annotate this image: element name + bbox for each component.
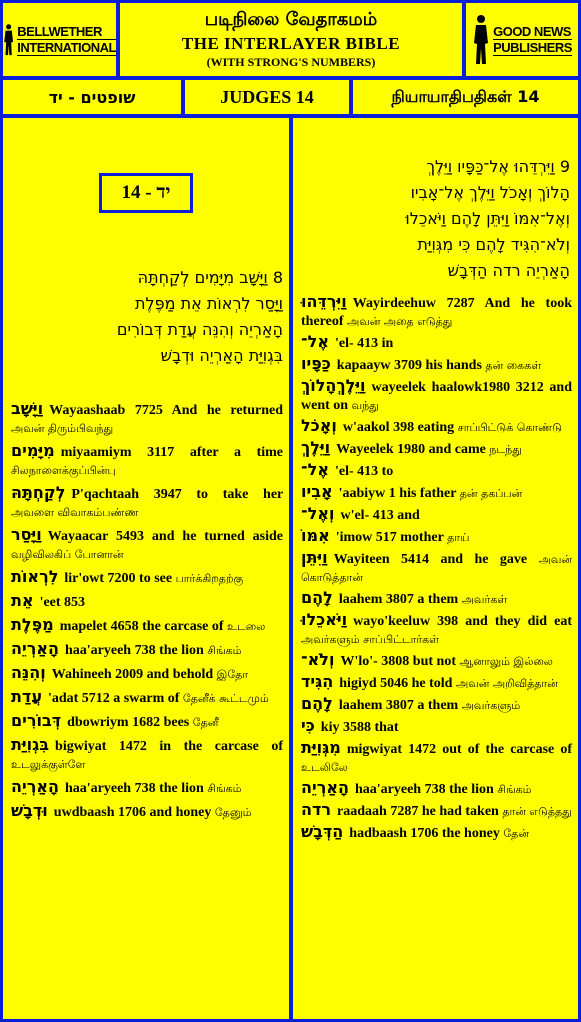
transliteration: Wayeelek 1980 and came	[336, 442, 486, 457]
word-entry	[301, 611, 572, 649]
tamil-gloss: சிங்கம்	[497, 783, 532, 796]
book-english	[185, 80, 349, 114]
transliteration: higiyd 5046 he told	[339, 676, 453, 691]
transliteration: mapelet 4658 the carcase of	[59, 619, 224, 634]
transliteration: lir'owt 7200 to see	[64, 571, 173, 586]
word-entry	[301, 823, 572, 843]
word-entry	[301, 673, 572, 693]
transliteration: w'el- 413 and	[340, 508, 420, 523]
right-column	[293, 118, 578, 1019]
transliteration: 'el- 413 in	[334, 336, 394, 351]
verse-line: 9 וַיִּרְדֵּהוּ אֶל־כַּפָּיו וַיֵּלֶךְ	[426, 157, 570, 176]
verse-line: וַיָּסַר לִרְאוֹת אֵת מַפֶּלֶת	[135, 294, 283, 313]
person-figure-icon	[3, 14, 14, 66]
word-entry	[301, 801, 572, 821]
word-entry	[11, 592, 283, 612]
chapter-badge: 14 - יד	[99, 173, 193, 213]
tamil-gloss: நடந்து	[489, 443, 522, 456]
tamil-gloss: அவன் திரும்பிவந்து	[11, 422, 114, 435]
word-entry	[11, 400, 283, 438]
transliteration: kiy 3588 that	[320, 720, 399, 735]
transliteration: wayo'keeluw 398 and they did eat	[353, 614, 572, 629]
transliteration: 'imow 517 mother	[335, 530, 444, 545]
word-entry	[301, 717, 572, 737]
verse-line: הָאַרְיֵה וְהִנֵּה עֲדַת דְּבוֹרִים	[116, 320, 283, 339]
logo-line-2: INTERNATIONAL	[17, 39, 116, 55]
word-entry	[11, 802, 283, 822]
hebrew-word: וַיָּסַר	[11, 525, 42, 544]
book-english-label: JUDGES 14	[220, 86, 314, 107]
word-entry	[301, 695, 572, 715]
word-entry	[301, 779, 572, 799]
transliteration: miyaamiym 3117 after a time	[60, 445, 283, 460]
verse-line: 8 וַיָּשָׁב מִיָּמִים לְקַחְתָּהּ	[137, 268, 283, 287]
tamil-gloss: ஆனாலும் இல்லை	[459, 655, 553, 668]
word-entry	[11, 568, 283, 588]
transliteration: Wayaashaab 7725 And he returned	[49, 403, 283, 418]
tamil-gloss: அவன் கொடுத்தான்	[301, 553, 573, 584]
transliteration: haa'aryeeh 738 the lion	[354, 782, 494, 797]
verse-line: הָאַרְיֵה רדה הַדְּבָשׁ	[447, 261, 570, 280]
left-word-list	[11, 400, 283, 826]
subtitle: (WITH STRONG'S NUMBERS)	[206, 55, 376, 69]
word-entry	[11, 688, 283, 708]
tamil-gloss: அவளை விவாகம்பண்ண	[11, 506, 139, 519]
hebrew-word: לָהֶם	[301, 694, 333, 713]
transliteration: dbowriym 1682 bees	[67, 715, 190, 730]
tamil-gloss: இதோ	[216, 668, 249, 681]
transliteration: 'el- 413 to	[334, 464, 394, 479]
book-hebrew-label: שופטים - יד	[48, 87, 136, 107]
hebrew-word: הַדְּבָשׁ	[301, 822, 344, 841]
tamil-gloss: தன் கைகள்	[485, 359, 542, 372]
tamil-gloss: உடலை	[227, 620, 266, 633]
hebrew-word: אֵת	[11, 591, 34, 610]
hebrew-word: מַפֶּלֶת	[11, 615, 54, 634]
transliteration: haa'aryeeh 738 the lion	[64, 781, 204, 796]
verse-9	[301, 154, 570, 284]
verse-line: הָלוֹךְ וְאָכֹל וַיֵּלֶךְ אֶל־אָבִיו	[410, 183, 570, 202]
word-entry	[301, 527, 572, 547]
tamil-gloss: அவர்களும் சாப்பிட்டார்கள்	[301, 633, 440, 646]
hebrew-word: וּדְבָשׁ	[11, 801, 48, 820]
transliteration: migwiyat 1472 out of the carcase of	[346, 742, 572, 757]
word-entry	[11, 640, 283, 660]
transliteration: Wahineeh 2009 and behold	[51, 667, 214, 682]
transliteration: laahem 3807 a them	[338, 698, 459, 713]
word-entry	[301, 739, 572, 777]
hebrew-word: דְּבוֹרִים	[11, 711, 62, 730]
logo-line-1: BELLWETHER	[17, 24, 116, 40]
tamil-gloss: தேனும்	[214, 806, 252, 819]
left-column	[3, 118, 289, 1019]
book-hebrew	[3, 80, 181, 114]
tamil-gloss: தேன்	[503, 827, 529, 840]
hebrew-word: הָאַרְיֵה	[301, 778, 349, 797]
word-entry	[301, 439, 572, 459]
verse-line: בִּגְוִיַּת הָאַרְיֵה וּדְבָשׁ	[160, 346, 283, 365]
word-entry	[301, 377, 572, 415]
transliteration: Wayirdeehuw 7287 And he took thereof	[301, 296, 572, 329]
verse-8	[11, 265, 283, 369]
title-english: THE INTERLAYER BIBLE	[181, 34, 401, 53]
word-entry	[11, 664, 283, 684]
tamil-gloss: அவர்கள்	[461, 593, 508, 606]
tamil-gloss: உடலிலே	[301, 761, 348, 774]
tamil-gloss: உடலுக்குள்ளே	[11, 758, 86, 771]
transliteration: kapaayw 3709 his hands	[336, 358, 482, 373]
transliteration: haa'aryeeh 738 the lion	[64, 643, 204, 658]
hebrew-word: בִּגְוִיַּת	[11, 735, 50, 754]
hebrew-word: הִגִּיד	[301, 672, 334, 691]
tamil-gloss: தன் தகப்பன்	[459, 487, 523, 500]
tamil-gloss: சிலநாளைக்குப்பின்பு	[11, 464, 116, 477]
word-entry	[301, 589, 572, 609]
transliteration: 'aabiyw 1 his father	[338, 486, 457, 501]
tamil-gloss: வழிவிலகிப் போனான்	[11, 548, 124, 561]
word-entry	[11, 712, 283, 732]
transliteration: bigwiyat 1472 in the carcase of	[55, 739, 283, 754]
good-news-logo	[466, 3, 578, 76]
tamil-gloss: வந்து	[351, 399, 379, 412]
tamil-gloss: தான் எடுத்தது	[502, 805, 572, 818]
hebrew-word: לְקַחְתָּהּ	[11, 483, 66, 502]
transliteration: w'aakol 398 eating	[342, 420, 455, 435]
word-entry	[301, 293, 572, 331]
word-entry	[11, 736, 283, 774]
transliteration: raadaah 7287 he had taken	[337, 804, 499, 819]
word-entry	[301, 549, 572, 587]
transliteration: P'qachtaah 3947 to take her	[71, 487, 283, 502]
hebrew-word: וַיֵּלֶךְ	[301, 438, 331, 457]
hebrew-word: כִּי	[301, 716, 315, 735]
bellwether-logo	[3, 3, 116, 76]
person-figure-icon	[472, 14, 490, 66]
hebrew-word: עֲדַת	[11, 687, 42, 706]
tamil-gloss: சாப்பிட்டுக் கொண்டு	[457, 421, 562, 434]
tamil-gloss: அவர்களும்	[461, 699, 521, 712]
hebrew-word: אָבִיו	[301, 482, 333, 501]
verse-line: וְאֶל־אִמּוֹ וַיִּתֵּן לָהֶם וַיֹּאכֵלוּ	[405, 209, 570, 228]
logo-line-1: GOOD NEWS	[493, 23, 571, 39]
hebrew-word: וְלֹא־	[301, 650, 335, 669]
word-entry	[301, 461, 572, 481]
verse-line: וְלֹא־הִגִּיד לָהֶם כִּי מִגְּוִיַּת	[417, 235, 570, 254]
transliteration: wayeelek haalowk1980 3212 and went on	[301, 380, 572, 413]
word-entry	[11, 442, 283, 480]
hebrew-word: וַיֵּלֶךְהָלוֹךְ	[301, 376, 366, 395]
word-entry	[301, 417, 572, 437]
word-entry	[301, 355, 572, 375]
hebrew-word: אֶל־	[301, 332, 329, 351]
word-entry	[301, 333, 572, 353]
tamil-gloss: அவன் அதை எடுத்து	[347, 315, 453, 328]
transliteration: 'adat 5712 a swarm of	[47, 691, 180, 706]
hebrew-word: אֶל־	[301, 460, 329, 479]
word-entry	[301, 483, 572, 503]
hebrew-word: אִמּוֹ	[301, 526, 330, 545]
transliteration: hadbaash 1706 the honey	[349, 826, 500, 841]
transliteration: Wayaacar 5493 and he turned aside	[47, 529, 283, 544]
hebrew-word: וְהִנֵּה	[11, 663, 46, 682]
word-entry	[11, 616, 283, 636]
hebrew-word: לִרְאוֹת	[11, 567, 59, 586]
hebrew-word: וַיִּרְדֵּהוּ	[301, 292, 347, 311]
hebrew-word: רדה	[301, 800, 332, 819]
hebrew-word: וְאֶל־	[301, 504, 335, 523]
word-entry	[301, 505, 572, 525]
hebrew-word: כַּפָּיו	[301, 354, 331, 373]
hebrew-word: וַיֹּאכֵלוּ	[301, 610, 348, 629]
word-entry	[11, 778, 283, 798]
word-entry	[11, 526, 283, 564]
word-entry	[11, 484, 283, 522]
transliteration: 'eet 853	[39, 595, 86, 610]
logo-line-2: PUBLISHERS	[493, 39, 572, 55]
hebrew-word: מִיָּמִים	[11, 441, 55, 460]
transliteration: uwdbaash 1706 and honey	[53, 805, 212, 820]
right-word-list	[301, 293, 572, 845]
tamil-gloss: தேனீக் கூட்டமும்	[182, 692, 269, 705]
tamil-gloss: அவன் அறிவித்தான்	[455, 677, 558, 690]
tamil-gloss: பார்க்கிறதற்கு	[175, 572, 244, 585]
word-entry	[301, 651, 572, 671]
tamil-gloss: தாய்	[447, 531, 470, 544]
hebrew-word: וְאָכֹל	[301, 416, 337, 435]
tamil-gloss: தேனீ	[192, 716, 219, 729]
hebrew-word: הָאַרְיֵה	[11, 639, 59, 658]
title-tamil: படிநிலை வேதாகமம்	[204, 9, 378, 30]
transliteration: laahem 3807 a them	[338, 592, 459, 607]
title-banner	[120, 3, 462, 76]
tamil-gloss: சிங்கம்	[207, 782, 242, 795]
book-tamil-label: நியாயாதிபதிகள் 14	[391, 86, 540, 106]
transliteration: Wayiteen 5414 and he gave	[333, 552, 528, 567]
hebrew-word: לָהֶם	[301, 588, 333, 607]
book-tamil	[353, 80, 578, 114]
transliteration: W'lo'- 3808 but not	[340, 654, 456, 669]
hebrew-word: וַיָּשָׁב	[11, 399, 44, 418]
hebrew-word: וַיִּתֵּן	[301, 548, 328, 567]
hebrew-word: הָאַרְיֵה	[11, 777, 59, 796]
hebrew-word: מִגְּוִיַּת	[301, 738, 341, 757]
tamil-gloss: சிங்கம்	[207, 644, 242, 657]
